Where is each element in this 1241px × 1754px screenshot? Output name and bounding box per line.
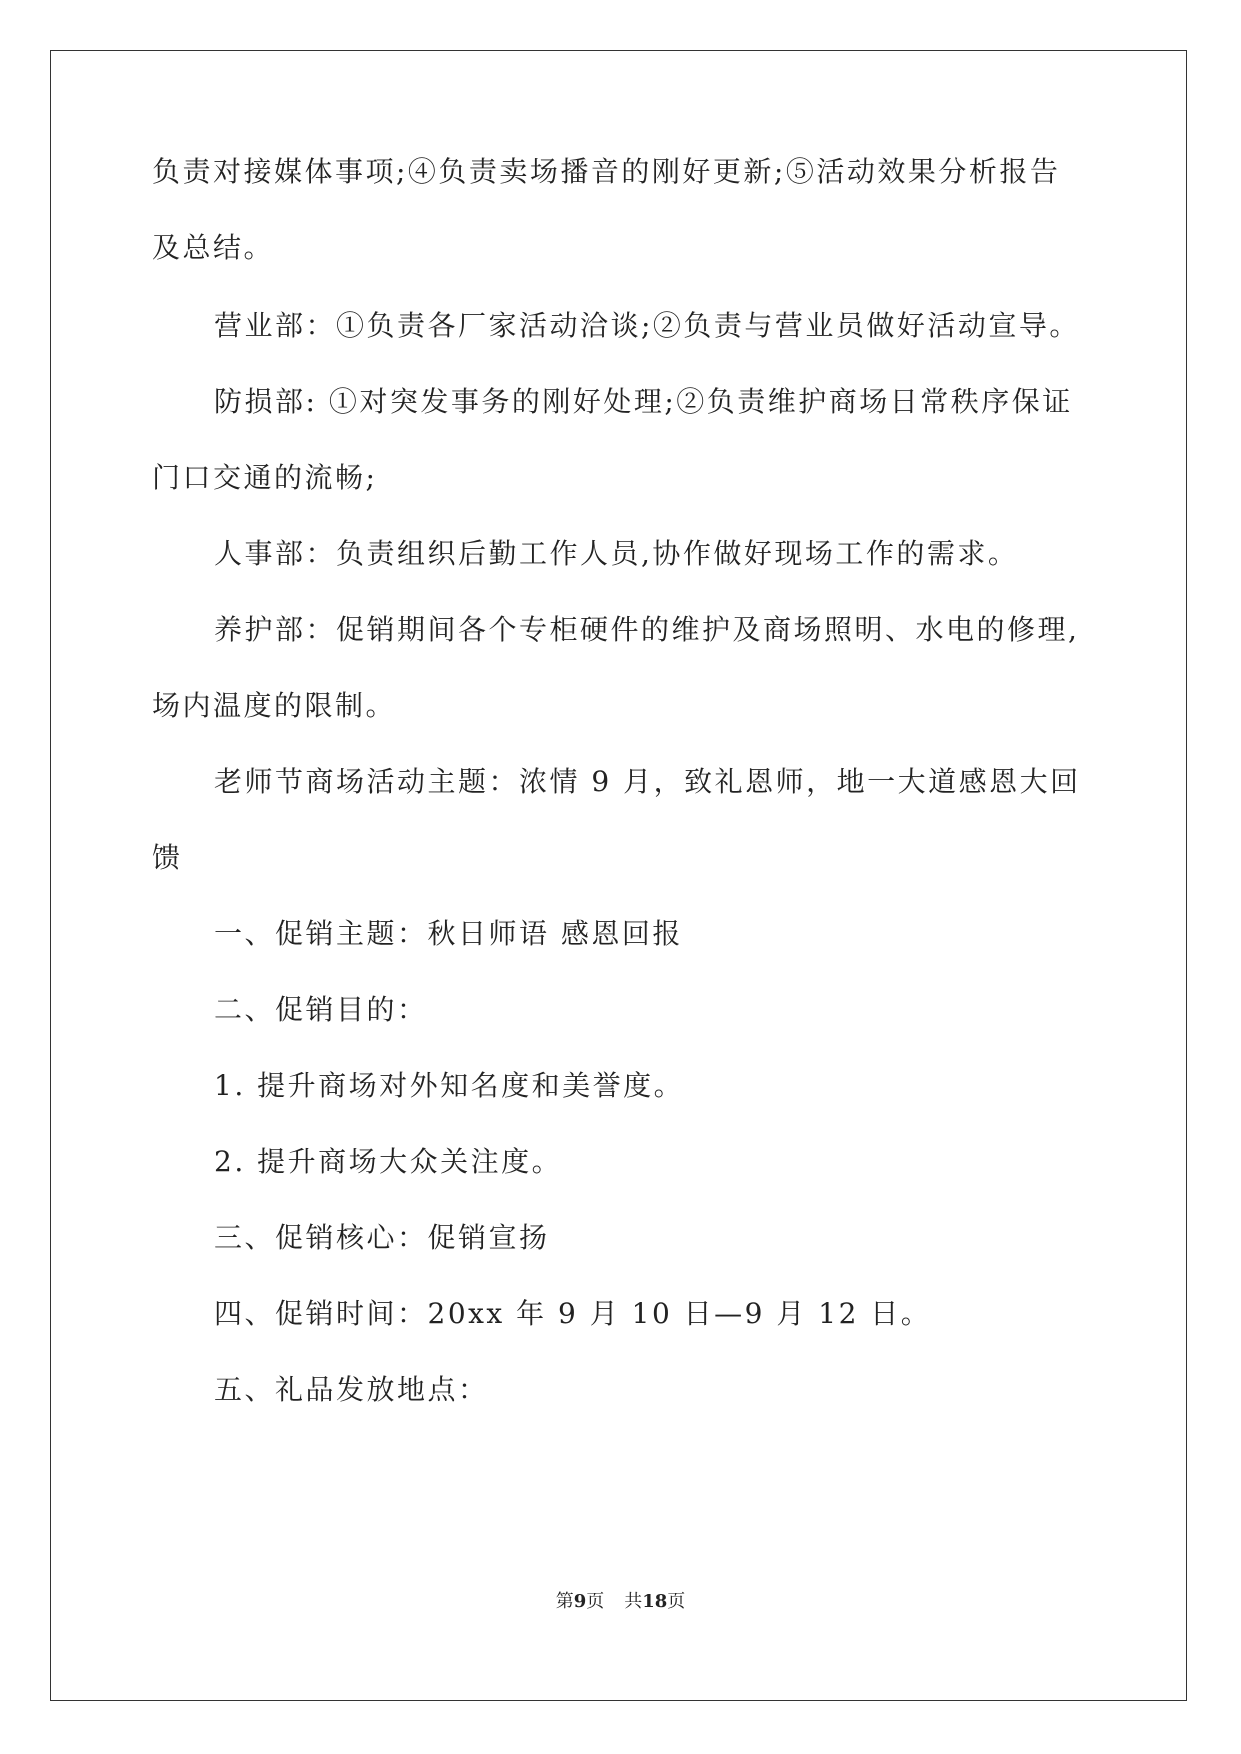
footer-page-suffix: 页	[586, 1591, 605, 1612]
body-line-11: 一、促销主题：秋日师语 感恩回报	[214, 917, 683, 950]
page-border	[50, 50, 1187, 1701]
body-line-2: 及总结。	[152, 231, 275, 264]
body-line-10: 馈	[152, 841, 183, 874]
body-line-7: 养护部：促销期间各个专柜硬件的维护及商场照明、水电的修理,	[214, 613, 1080, 646]
body-line-9: 老师节商场活动主题：浓情 9 月，致礼恩师，地一大道感恩大回	[214, 765, 1081, 798]
body-line-3: 营业部：①负责各厂家活动洽谈;②负责与营业员做好活动宣导。	[214, 309, 1080, 342]
body-line-1: 负责对接媒体事项;④负责卖场播音的刚好更新;⑤活动效果分析报告	[152, 155, 1061, 188]
footer-page-number: 9	[573, 1591, 587, 1612]
body-line-8: 场内温度的限制。	[152, 689, 397, 722]
body-line-12: 二、促销目的：	[214, 993, 428, 1026]
body-line-17: 五、礼品发放地点：	[214, 1373, 489, 1406]
page-footer	[0, 1590, 1241, 1614]
body-line-5: 门口交通的流畅;	[152, 461, 378, 494]
body-line-16: 四、促销时间：20xx 年 9 月 10 日—9 月 12 日。	[214, 1297, 932, 1330]
footer-page-prefix: 第	[555, 1591, 574, 1612]
body-line-6: 人事部：负责组织后勤工作人员,协作做好现场工作的需求。	[214, 537, 1019, 570]
footer-total-number: 18	[642, 1591, 668, 1612]
body-line-14: 2. 提升商场大众关注度。	[214, 1145, 563, 1178]
body-line-4: 防损部: ①对突发事务的刚好处理;②负责维护商场日常秩序保证	[214, 385, 1073, 418]
body-line-13: 1. 提升商场对外知名度和美誉度。	[214, 1069, 685, 1102]
footer-total-suffix: 页	[667, 1591, 686, 1612]
footer-total-prefix: 共	[624, 1591, 643, 1612]
body-line-15: 三、促销核心：促销宣扬	[214, 1221, 550, 1254]
